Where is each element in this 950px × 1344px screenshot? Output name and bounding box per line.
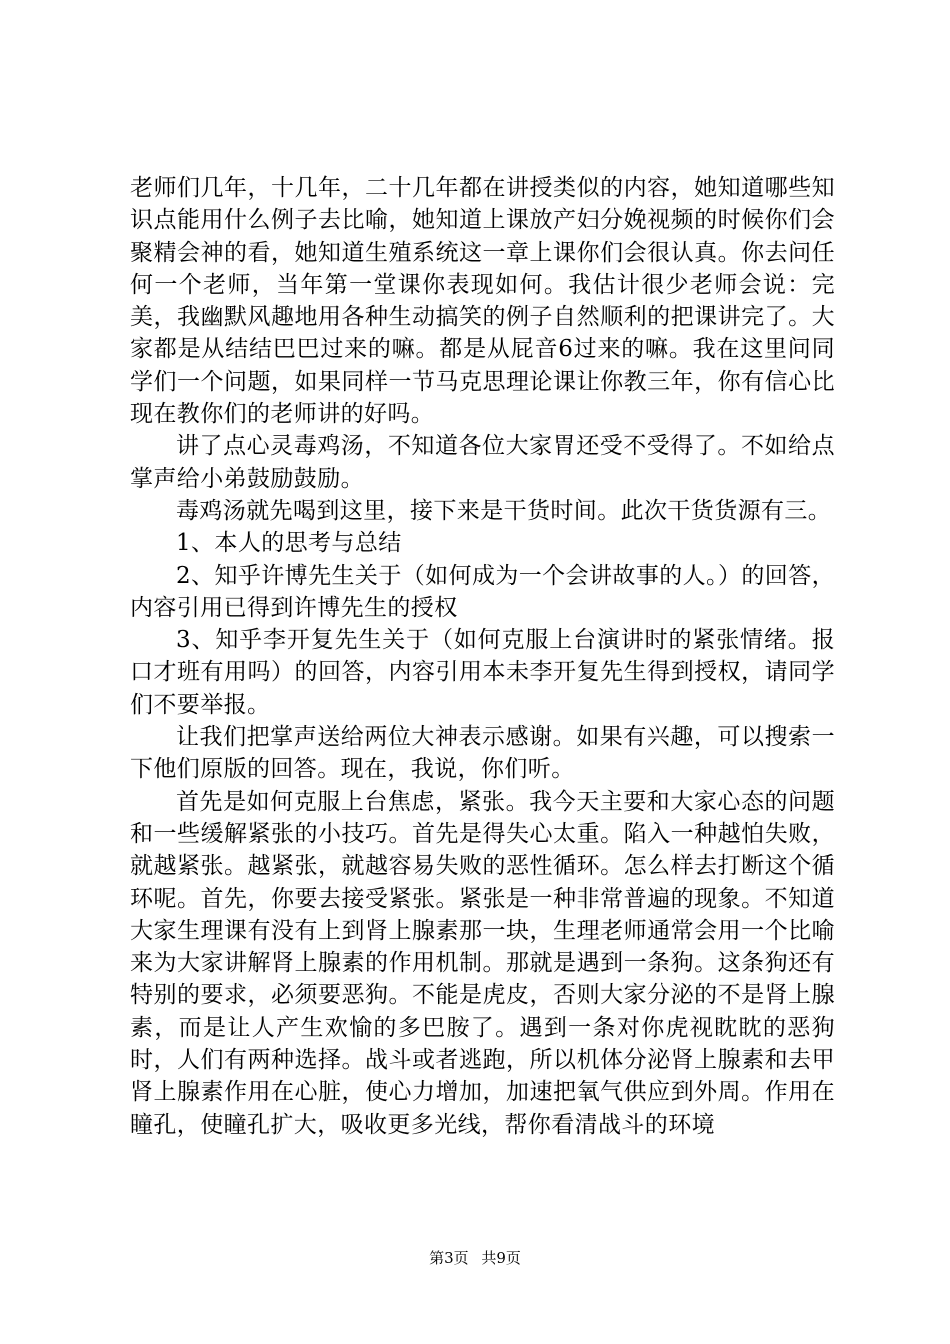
paragraph-teachers-experience: 老师们几年，十几年，二十几年都在讲授类似的内容，她知道哪些知识点能用什么例子去比喻，她知道上课放产妇分娩视频的时候你们会聚精会神的看，她知道生殖系统这一章上课你们会很认真。你去问任何一个老师，当年第一堂课你表现如何。我估计很少老师会说：完美，我幽默风趣地用各种生动搞笑的例子自然顺利的把课讲完了。大家都是从结结巴巴过来的嘛。都是从屁音6过来的嘛。我在这里问同学们一个问题，如果同样一节马克思理论课让你教三年，你有信心比现在教你们的老师讲的好吗。 — [130, 175, 835, 428]
page-total: 共9页 — [481, 1249, 521, 1267]
paragraph-thanks: 让我们把掌声送给两位大神表示感谢。如果有兴趣，可以搜索一下他们原版的回答。现在，我说，你们听。 — [130, 724, 835, 783]
page-footer — [0, 1247, 950, 1268]
page-number: 第3页 — [429, 1249, 469, 1267]
list-item-source-3: 3、知乎李开复先生关于（如何克服上台演讲时的紧张情绪。报口才班有用吗）的回答，内容引用本未李开复先生得到授权，请同学们不要举报。 — [130, 627, 835, 718]
paragraph-chicken-soup: 讲了点心灵毒鸡汤，不知道各位大家胃还受不受得了。不如给点掌声给小弟鼓励鼓励。 — [130, 433, 835, 492]
list-item-source-1: 1、本人的思考与总结 — [176, 530, 402, 557]
paragraph-overcome-anxiety: 首先是如何克服上台焦虑，紧张。我今天主要和大家心态的问题和一些缓解紧张的小技巧。首先是得失心太重。陷入一种越怕失败，就越紧张。越紧张，就越容易失败的恶性循环。怎么样去打断这个循环呢。首先，你要去接受紧张。紧张是一种非常普遍的现象。不知道大家生理课有没有上到肾上腺素那一块，生理老师通常会用一个比喻来为大家讲解肾上腺素的作用机制。那就是遇到一条狗。这条狗还有特别的要求，必须要恶狗。不能是虎皮，否则大家分泌的不是肾上腺素，而是让人产生欢愉的多巴胺了。遇到一条对你虎视眈眈的恶狗时，人们有两种选择。战斗或者逃跑，所以机体分泌肾上腺素和去甲肾上腺素作用在心脏，使心力增加，加速把氧气供应到外周。作用在瞳孔，使瞳孔扩大，吸收更多光线，帮你看清战斗的环境 — [130, 788, 835, 1138]
document-body — [130, 172, 835, 1141]
paragraph-dry-goods-intro: 毒鸡汤就先喝到这里，接下来是干货时间。此次干货货源有三。 — [176, 497, 832, 524]
list-item-source-2: 2、知乎许博先生关于（如何成为一个会讲故事的人。）的回答，内容引用已得到许博先生的授权 — [130, 562, 835, 621]
